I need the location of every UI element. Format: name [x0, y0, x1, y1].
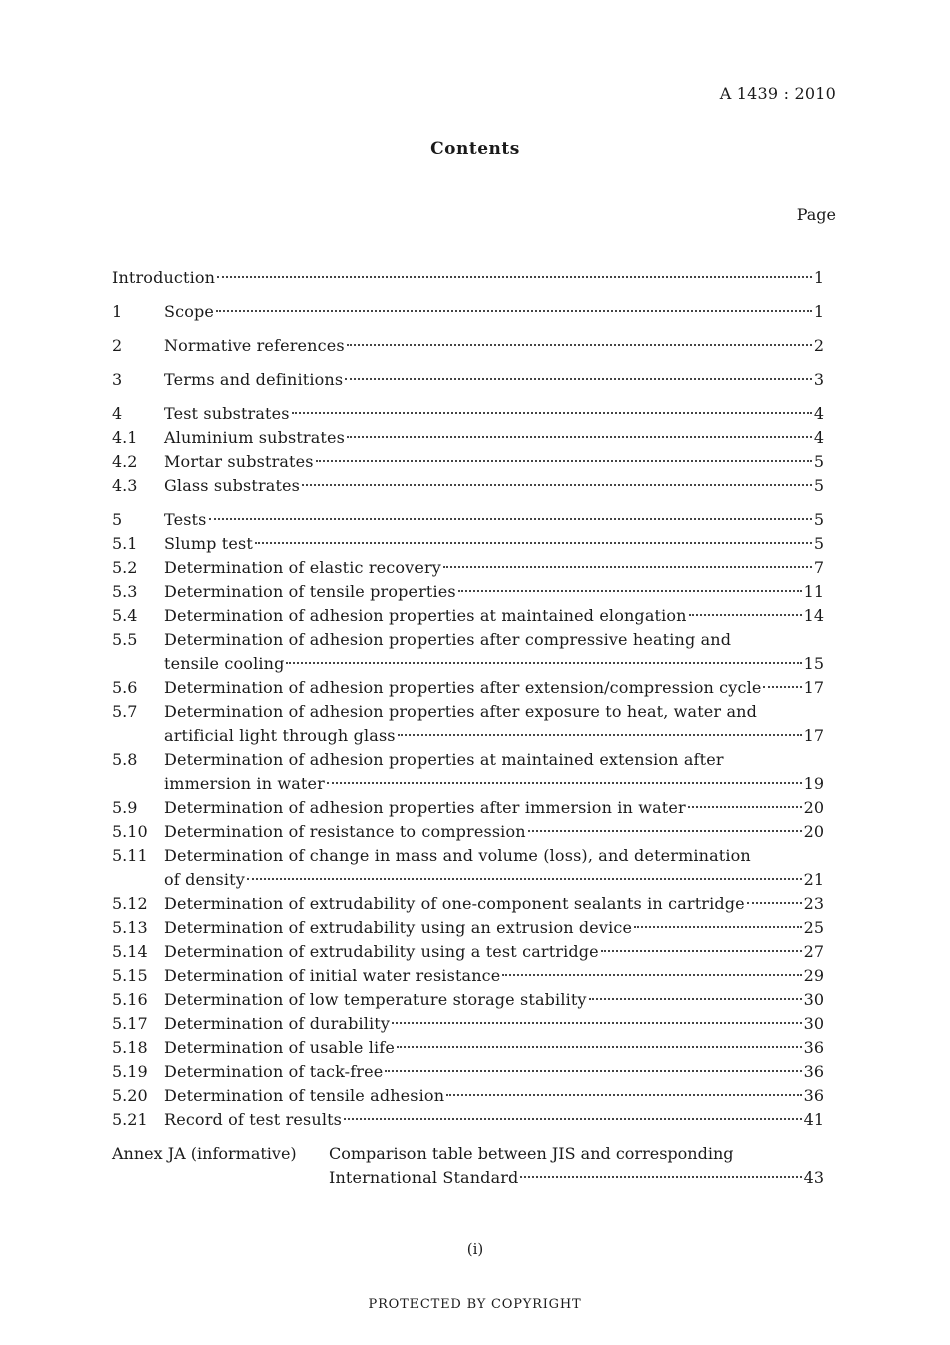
toc-entry-page: 27 — [803, 942, 824, 961]
toc-entry-number: 5.8 — [112, 750, 138, 769]
dot-leader — [255, 541, 812, 544]
toc-entry-5-4[interactable] — [112, 604, 824, 628]
toc-entry-title: Determination of tensile adhesion — [164, 1086, 445, 1105]
toc-entry-number: 4 — [112, 404, 123, 423]
toc-entry-number: 5.19 — [112, 1062, 148, 1081]
toc-entry-5-3[interactable] — [112, 580, 824, 604]
toc-entry-page: 5 — [813, 510, 824, 529]
toc-entry-number: 5.16 — [112, 990, 148, 1009]
toc-entry-page: 2 — [813, 336, 824, 355]
toc-entry-title: Scope — [164, 302, 215, 321]
toc-entry-page: 1 — [813, 268, 824, 287]
toc-entry-page: 17 — [803, 726, 824, 745]
toc-entry-2[interactable] — [112, 334, 824, 358]
toc-entry-title: Determination of tack-free — [164, 1062, 384, 1081]
toc-entry-title: Determination of change in mass and volume (loss), and determination — [164, 846, 751, 865]
toc-entry-title: Determination of adhesion properties after exposure to heat, water and — [164, 702, 757, 721]
toc-entry-5-15[interactable] — [112, 964, 824, 988]
dot-leader — [398, 733, 802, 736]
toc-entry-title: Determination of adhesion properties after immersion in water — [164, 798, 686, 817]
toc-entry-5-6[interactable] — [112, 676, 824, 700]
toc-entry-5-18[interactable] — [112, 1036, 824, 1060]
toc-entry-title: Record of test results — [164, 1110, 343, 1129]
toc-entry-number: 5 — [112, 510, 123, 529]
toc-entry-5-16[interactable] — [112, 988, 824, 1012]
copyright-notice: PROTECTED BY COPYRIGHT — [368, 1297, 582, 1312]
page-number: (i) — [466, 1240, 484, 1258]
dot-leader — [520, 1175, 801, 1178]
toc-entry-number: 5.20 — [112, 1086, 148, 1105]
toc-entry-number: 5.9 — [112, 798, 138, 817]
toc-entry-number: 5.14 — [112, 942, 148, 961]
toc-entry-page: 43 — [803, 1168, 824, 1187]
toc-entry-page: 11 — [803, 582, 824, 601]
toc-entry-title: Aluminium substrates — [164, 428, 345, 447]
toc-entry-number: 5.1 — [112, 534, 138, 553]
dot-leader — [316, 459, 812, 462]
toc-entry-number: 3 — [112, 370, 123, 389]
toc-entry-title: Terms and definitions — [164, 370, 344, 389]
toc-entry-4-1[interactable] — [112, 426, 824, 450]
toc-entry-number: 5.17 — [112, 1014, 148, 1033]
dot-leader — [458, 589, 802, 592]
toc-entry-page: 30 — [803, 1014, 824, 1033]
toc-entry-title-continued: immersion in water — [164, 774, 325, 793]
toc-entry-5-11-continued[interactable] — [112, 868, 824, 892]
toc-entry-number: 4.2 — [112, 452, 138, 471]
dot-leader — [286, 661, 801, 664]
toc-entry-4[interactable] — [112, 402, 824, 426]
toc-entry-4-2[interactable] — [112, 450, 824, 474]
dot-leader — [528, 829, 802, 832]
toc-entry-number: 4.1 — [112, 428, 138, 447]
toc-entry-5-9[interactable] — [112, 796, 824, 820]
dot-leader — [443, 565, 812, 568]
toc-entry-title: Mortar substrates — [164, 452, 314, 471]
dot-leader — [502, 973, 801, 976]
toc-entry-title: Slump test — [164, 534, 253, 553]
toc-entry-5-11[interactable] — [112, 844, 824, 868]
toc-entry-title: Determination of usable life — [164, 1038, 395, 1057]
toc-entry-5-5[interactable] — [112, 628, 824, 652]
dot-leader — [347, 435, 812, 438]
dot-leader — [634, 925, 802, 928]
toc-entry-number: 2 — [112, 336, 123, 355]
toc-entry-title-continued: International Standard — [329, 1168, 519, 1187]
toc-entry-page: 14 — [803, 606, 824, 625]
toc-entry-title: Normative references — [164, 336, 345, 355]
dot-leader — [589, 997, 802, 1000]
toc-entry-page: 36 — [803, 1086, 824, 1105]
toc-entry-page: 29 — [803, 966, 824, 985]
toc-entry-title-continued: tensile cooling — [164, 654, 285, 673]
toc-entry-title: Determination of resistance to compression — [164, 822, 526, 841]
toc-entry-5-14[interactable] — [112, 940, 824, 964]
toc-entry-page: 4 — [813, 428, 824, 447]
annex-label: Annex JA (informative) — [112, 1144, 297, 1163]
page-column-label: Page — [796, 205, 836, 224]
toc-entry-5-21[interactable] — [112, 1108, 824, 1132]
toc-entry-title: Determination of adhesion properties at maintained extension after — [164, 750, 724, 769]
dot-leader — [347, 343, 812, 346]
toc-entry-page: 30 — [803, 990, 824, 1009]
toc-entry-number: 5.2 — [112, 558, 138, 577]
toc-entry-number: 5.3 — [112, 582, 138, 601]
dot-leader — [392, 1021, 802, 1024]
toc-entry-5-13[interactable] — [112, 916, 824, 940]
toc-entry-title: Determination of durability — [164, 1014, 391, 1033]
toc-entry-3[interactable] — [112, 368, 824, 392]
dot-leader — [247, 877, 802, 880]
toc-entry-introduction[interactable] — [112, 266, 824, 290]
toc-entry-5-5-continued[interactable] — [112, 652, 824, 676]
toc-entry-number: 4.3 — [112, 476, 138, 495]
toc-entry-number: 5.11 — [112, 846, 148, 865]
toc-entry-page: 20 — [803, 798, 824, 817]
toc-entry-5-8[interactable] — [112, 748, 824, 772]
toc-entry-title: Determination of initial water resistance — [164, 966, 501, 985]
toc-entry-5-1[interactable] — [112, 532, 824, 556]
dot-leader — [209, 517, 812, 520]
toc-entry-title-continued: of density — [164, 870, 245, 889]
toc-entry-number: 5.4 — [112, 606, 138, 625]
dot-leader — [345, 377, 812, 380]
toc-entry-page: 5 — [813, 476, 824, 495]
toc-entry-page: 1 — [813, 302, 824, 321]
dot-leader — [216, 309, 812, 312]
toc-entry-page: 19 — [803, 774, 824, 793]
toc-entry-5[interactable] — [112, 508, 824, 532]
toc-entry-number: 5.13 — [112, 918, 148, 937]
table-of-contents — [112, 266, 824, 1190]
dot-leader — [688, 805, 802, 808]
toc-entry-number: 5.15 — [112, 966, 148, 985]
dot-leader — [601, 949, 802, 952]
toc-entry-page: 17 — [803, 678, 824, 697]
toc-entry-title-continued: artificial light through glass — [164, 726, 396, 745]
toc-entry-title: Determination of extrudability using a test cartridge — [164, 942, 599, 961]
toc-entry-5-19[interactable] — [112, 1060, 824, 1084]
toc-entry-5-7-continued[interactable] — [112, 724, 824, 748]
dot-leader — [689, 613, 802, 616]
toc-entry-title: Determination of tensile properties — [164, 582, 456, 601]
toc-entry-5-12[interactable] — [112, 892, 824, 916]
toc-entry-page: 4 — [813, 404, 824, 423]
dot-leader — [327, 781, 802, 784]
toc-entry-title: Determination of low temperature storage stability — [164, 990, 587, 1009]
toc-entry-5-2[interactable] — [112, 556, 824, 580]
dot-leader — [747, 901, 802, 904]
toc-entry-page: 3 — [813, 370, 824, 389]
toc-entry-annex-ja[interactable] — [112, 1142, 824, 1190]
toc-entry-5-10[interactable] — [112, 820, 824, 844]
toc-entry-title: Comparison table between JIS and corresponding — [329, 1144, 734, 1163]
toc-entry-number: 5.6 — [112, 678, 138, 697]
toc-entry-number: 5.18 — [112, 1038, 148, 1057]
toc-entry-5-20[interactable] — [112, 1084, 824, 1108]
toc-entry-title: Determination of adhesion properties at maintained elongation — [164, 606, 687, 625]
toc-entry-page: 25 — [803, 918, 824, 937]
toc-entry-4-3[interactable] — [112, 474, 824, 498]
toc-entry-number: 5.5 — [112, 630, 138, 649]
toc-entry-number: 5.21 — [112, 1110, 148, 1129]
toc-entry-1[interactable] — [112, 300, 824, 324]
toc-entry-page: 36 — [803, 1062, 824, 1081]
toc-entry-page: 20 — [803, 822, 824, 841]
toc-entry-page: 5 — [813, 452, 824, 471]
toc-entry-page: 7 — [813, 558, 824, 577]
toc-entry-page: 21 — [803, 870, 824, 889]
toc-entry-number: 1 — [112, 302, 123, 321]
dot-leader — [385, 1069, 801, 1072]
toc-entry-5-7[interactable] — [112, 700, 824, 724]
toc-entry-page: 23 — [803, 894, 824, 913]
toc-entry-title: Determination of elastic recovery — [164, 558, 441, 577]
toc-entry-page: 36 — [803, 1038, 824, 1057]
toc-entry-page: 41 — [803, 1110, 824, 1129]
toc-entry-title: Determination of adhesion properties after extension/compression cycle — [164, 678, 762, 697]
dot-leader — [397, 1045, 802, 1048]
toc-entry-5-8-continued[interactable] — [112, 772, 824, 796]
toc-entry-title: Determination of extrudability using an extrusion device — [164, 918, 633, 937]
dot-leader — [763, 685, 801, 688]
toc-entry-title: Test substrates — [164, 404, 290, 423]
standard-number: A 1439 : 2010 — [719, 84, 836, 103]
dot-leader — [302, 483, 812, 486]
toc-entry-title: Determination of extrudability of one-component sealants in cartridge — [164, 894, 745, 913]
toc-entry-title: Tests — [164, 510, 207, 529]
toc-entry-page: 15 — [803, 654, 824, 673]
toc-entry-number: 5.12 — [112, 894, 148, 913]
toc-entry-title: Introduction — [112, 268, 216, 287]
toc-entry-page: 5 — [813, 534, 824, 553]
toc-entry-title: Glass substrates — [164, 476, 301, 495]
toc-entry-number: 5.7 — [112, 702, 138, 721]
dot-leader — [292, 411, 812, 414]
dot-leader — [446, 1093, 801, 1096]
toc-entry-number: 5.10 — [112, 822, 148, 841]
toc-entry-5-17[interactable] — [112, 1012, 824, 1036]
toc-entry-title: Determination of adhesion properties after compressive heating and — [164, 630, 732, 649]
dot-leader — [344, 1117, 802, 1120]
dot-leader — [217, 275, 812, 278]
page-title: Contents — [430, 139, 520, 159]
